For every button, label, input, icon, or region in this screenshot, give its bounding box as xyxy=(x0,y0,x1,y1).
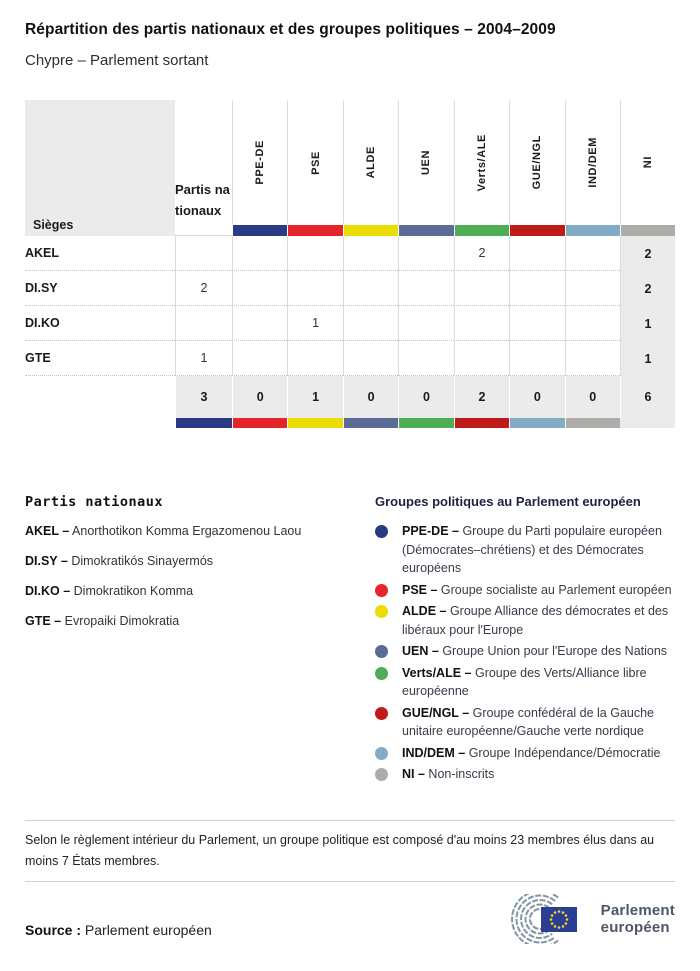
total-cell: 0 xyxy=(232,376,287,418)
table-cell xyxy=(509,341,564,376)
alde-color-dot xyxy=(375,605,388,618)
group-color-bar-verts-ale xyxy=(454,225,509,236)
table-cell xyxy=(565,271,620,306)
legend-item-verts-ale: Verts/ALE – Groupe des Verts/Alliance libre européenne xyxy=(375,664,675,701)
table-cell: 1 xyxy=(287,306,342,341)
party-label: DI.SY xyxy=(25,271,175,306)
legend-item-gue-ngl: GUE/NGL – Groupe confédéral de la Gauche unitaire européenne/Gauche verte nordique xyxy=(375,704,675,741)
european-parliament-logo xyxy=(485,894,675,944)
group-color-bar-gue-ngl xyxy=(509,225,564,236)
political-groups-legend-title: Groupes politiques au Parlement européen xyxy=(375,494,641,509)
total-cell: 2 xyxy=(454,376,509,418)
table-corner-header xyxy=(175,100,232,225)
rules-note: Selon le règlement intérieur du Parlement, un groupe politique est composé d'au moins 23 membres élus dans au moins 7 États membres. xyxy=(25,832,655,868)
table-cell xyxy=(454,271,509,306)
column-header-gue-ngl: GUE/NGL xyxy=(509,100,564,225)
seats-cell: 2 xyxy=(620,236,675,271)
gue-ngl-color-dot xyxy=(375,707,388,720)
legend-item-ind-dem: IND/DEM – Groupe Indépendance/Démocratie xyxy=(375,744,675,763)
column-header-alde: ALDE xyxy=(343,100,398,225)
group-color-bar-bottom-ppe-de xyxy=(175,418,232,428)
table-cell xyxy=(287,271,342,306)
table-cell xyxy=(343,236,398,271)
column-header-ni: NI xyxy=(620,100,675,225)
legend-item-alde: ALDE – Groupe Alliance des démocrates et des libéraux pour l'Europe xyxy=(375,602,675,639)
legend-item-disy: DI.SY – Dimokratikós Sinayermós xyxy=(25,554,214,568)
logo-wordmark: Parlement européen xyxy=(600,901,675,936)
table-cell xyxy=(343,306,398,341)
group-color-bar-ni xyxy=(620,225,675,236)
bar-row-spacer xyxy=(175,225,232,236)
seats-table xyxy=(25,100,675,428)
seats-cell: 1 xyxy=(620,306,675,341)
table-cell xyxy=(454,341,509,376)
table-cell xyxy=(287,341,342,376)
table-cell xyxy=(565,236,620,271)
bottom-bar-spacer xyxy=(25,418,175,428)
table-cell xyxy=(232,271,287,306)
legend-item-akel: AKEL – Anorthotikon Komma Ergazomenou Laou xyxy=(25,524,302,538)
footer-row xyxy=(25,894,675,944)
party-label: DI.KO xyxy=(25,306,175,341)
table-cell xyxy=(398,306,453,341)
table-cell xyxy=(232,341,287,376)
total-cell: 1 xyxy=(287,376,342,418)
total-cell: 0 xyxy=(565,376,620,418)
party-label: AKEL xyxy=(25,236,175,271)
hemicycle-flag-icon xyxy=(485,894,593,944)
total-cell: 3 xyxy=(175,376,232,418)
group-color-bar-bottom-verts-ale xyxy=(398,418,453,428)
table-cell xyxy=(565,341,620,376)
table-cell xyxy=(565,306,620,341)
column-header-uen: UEN xyxy=(398,100,453,225)
column-header-sieges: Sièges xyxy=(25,100,175,236)
legend-item-uen: UEN – Groupe Union pour l'Europe des Nations xyxy=(375,642,675,661)
table-cell: 1 xyxy=(175,341,232,376)
political-groups-legend xyxy=(375,494,675,787)
page-title: Répartition des partis nationaux et des groupes politiques – 2004–2009 xyxy=(25,21,556,38)
group-color-bar-ind-dem xyxy=(565,225,620,236)
table-cell xyxy=(509,236,564,271)
group-color-bar-bottom-pse xyxy=(232,418,287,428)
pse-color-dot xyxy=(375,584,388,597)
seats-cell: 2 xyxy=(620,271,675,306)
group-color-bar-alde xyxy=(343,225,398,236)
seats-column-footer xyxy=(620,418,675,428)
group-color-bar-bottom-ind-dem xyxy=(509,418,564,428)
total-cell: 0 xyxy=(343,376,398,418)
national-parties-legend-title: Partis nationaux xyxy=(25,494,164,510)
page-subtitle: Chypre – Parlement sortant xyxy=(25,52,209,69)
totals-row-spacer xyxy=(25,376,175,418)
uen-color-dot xyxy=(375,645,388,658)
table-cell xyxy=(509,306,564,341)
ppe-de-color-dot xyxy=(375,525,388,538)
table-cell xyxy=(175,306,232,341)
table-cell xyxy=(398,341,453,376)
table-cell xyxy=(398,236,453,271)
table-cell xyxy=(398,271,453,306)
table-cell xyxy=(509,271,564,306)
infographic-page xyxy=(0,21,700,944)
table-cell xyxy=(287,236,342,271)
legend-item-ni: NI – Non-inscrits xyxy=(375,765,675,784)
group-color-bar-bottom-alde xyxy=(287,418,342,428)
group-color-bar-pse xyxy=(287,225,342,236)
table-cell xyxy=(232,236,287,271)
ind-dem-color-dot xyxy=(375,747,388,760)
column-header-pse: PSE xyxy=(287,100,342,225)
group-color-bar-ppe-de xyxy=(232,225,287,236)
group-color-bar-bottom-uen xyxy=(343,418,398,428)
column-header-verts-ale: Verts/ALE xyxy=(454,100,509,225)
table-cell xyxy=(175,236,232,271)
ni-color-dot xyxy=(375,768,388,781)
national-parties-legend xyxy=(25,494,375,787)
group-color-bar-bottom-gue-ngl xyxy=(454,418,509,428)
legend-item-pse: PSE – Groupe socialiste au Parlement européen xyxy=(375,581,675,600)
column-header-ppe-de: PPE-DE xyxy=(232,100,287,225)
party-label: GTE xyxy=(25,341,175,376)
legend-section xyxy=(25,494,675,787)
total-seats-cell: 6 xyxy=(620,376,675,418)
table-cell: 2 xyxy=(454,236,509,271)
footer-divider-bottom xyxy=(25,881,675,882)
table-cell xyxy=(454,306,509,341)
verts-ale-color-dot xyxy=(375,667,388,680)
group-color-bar-uen xyxy=(398,225,453,236)
column-header-ind-dem: IND/DEM xyxy=(565,100,620,225)
legend-item-ppe-de: PPE-DE – Groupe du Parti populaire européen (Démocrates–chrétiens) et des Démocrates européens xyxy=(375,522,675,578)
parties-column-header: Partis nationaux xyxy=(175,182,230,218)
seats-cell: 1 xyxy=(620,341,675,376)
source-line: Source : Parlement européen xyxy=(25,921,212,938)
legend-item-gte: GTE – Evropaiki Dimokratia xyxy=(25,614,180,628)
table-cell xyxy=(343,341,398,376)
legend-item-diko: DI.KO – Dimokratikon Komma xyxy=(25,584,194,598)
total-cell: 0 xyxy=(509,376,564,418)
footer-divider-top xyxy=(25,820,675,821)
total-cell: 0 xyxy=(398,376,453,418)
table-cell xyxy=(343,271,398,306)
table-cell xyxy=(232,306,287,341)
group-color-bar-bottom-ni xyxy=(565,418,620,428)
table-cell: 2 xyxy=(175,271,232,306)
